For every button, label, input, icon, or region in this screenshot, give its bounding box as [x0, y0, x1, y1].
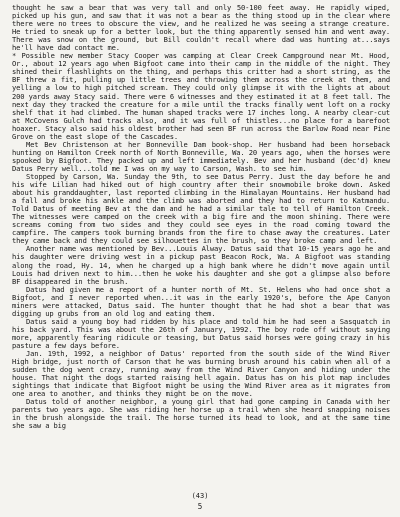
paragraph: Met Bev Christenson at her Bonneville Dam book-shop. Her husband had been horseback hunting on Hamilton Creek north of North Bonneville, Wa. 20 years ago, when the horses were spooked by Bigfoot. They packed up and left immediately. Bev and her husband (dec'd) knew Datus Perry well...told me I was on my way to Carson, Wash. to see him. — [12, 139, 390, 173]
body-text — [12, 4, 390, 430]
paragraph: Datus had given me a report of a hunter north of Mt. St. Helens who had once shot a Bigfoot, and I never reported when...it was in the early 1920's, before the Ape Canyon miners were attacked, Datus said. The hunter thought that he had shot a bear that was digging up grubs from an old log and eating them. — [12, 284, 390, 318]
paragraph: Datus said a young boy had ridden by his place and told him he had seen a Sasquatch in his back yard. This was about the 26th of January, 1992. The boy rode off without saying more, apparently fearing ridicule or teasing, but Datus said horses were going crazy in his pasture a few days before. — [12, 316, 390, 350]
paragraph: thought he saw a bear that was very tall and only 50-100 feet away. He rapidly wiped, picked up his gun, and saw that it was not a bear as the thing stood up in the clear where there were no trees to obscure the view, and he realized he was seeing a strange creature. He tried to sneak up for a better look, but the thing apparently sensed him and went away. There was snow on the ground, but Bill couldn't recall where dad was hunting at...says he'll have dad contact me. — [12, 3, 390, 53]
paragraph: Jan. 19th, 1992, a neighbor of Datus' reported from the south side of the Wind River High bridge, just north of Carson that he was burning brush around his cabin when all of a sudden the dog went crazy, running away from the Wind River Canyon and hiding under the house. That night the dogs started raising hell again. Datus has on his plot map includes sightings that indicate that Bigfoot might be using the Wind River area as it migrates from one area to another, and thinks they might be on the move. — [12, 349, 390, 399]
internal-folio: (43) — [191, 492, 209, 500]
paragraph: Datus told of another neighbor, a young girl that had gone camping in Canada with her parents two years ago. She was riding her horse up a trail when she heard snapping noises in the brush alongside the trail. The horse turned its head to look, and at the same time she saw a big — [12, 397, 390, 431]
page-number: 5 — [197, 502, 203, 511]
paragraph: * Possible new member Stacy Cooper was camping at Clear Creek Campground near Mt. Hood, Or., about 12 years ago when Bigfoot came into their camp in the middle of the night. They shined their flashlights on the thing, and perhaps this critter had a short string, as the BF threw a fit, pulling up little trees and throwing them across the creek at them, and yelling a low to high pitched scream. They could only glimpse it with the lights at about 200 yards away Stacy said. There were 6 witnesses and they estimated it at 8 feet tall. The next day they tracked the creature for a mile until the tracks finally went loft on a rocky shelf that it had climbed. The human shaped tracks were 17 inches long. A nearby clear-cut at McCovens Gulch had tracks also, and it was full of thistles...no place for a barefoot hoaxer. Stacy also said his oldest brother had seen BF run across the Barlow Road near Pine Grove on the east slope of the Cascades. — [12, 51, 390, 141]
paragraph: Another name was mentioned by Bev...Louis Alway. Datus said that 10-15 years ago he and his daughter were driving west in a pickup past Beacon Rock, Wa. A Bigfoot was standing along the road, Hy. 14, when he charged up a high bank where he didn't move again until Louis had driven next to him...then he woke his daughter and she got a glimpse also before BF disappeared in the brush. — [12, 244, 390, 286]
paragraph: Stopped by Carson, Wa. Sunday the 9th, to see Datus Perry. Just the day before he and his wife Lilian had hiked out of high country after their snowmobile broke down. Asked about his granddaughter, last reported climbing in the Himalayan Mountains. Her husband had a fall and broke his ankle and the climb was aborted and they had to return to Katmandu. Told Datus of meeting Bev at the dam and he had a similar tale to tell of Hamilton Creek. The witnesses were camped on the creek with a big fire and the moon shining. There were screams coming from two sides and they could see eyes in the road coming toward the campfire. The campers took burning brands from the fire to chase away the creatures. Later they came back and they could see silhouettes in the brush, so they broke camp and left. — [12, 171, 390, 246]
